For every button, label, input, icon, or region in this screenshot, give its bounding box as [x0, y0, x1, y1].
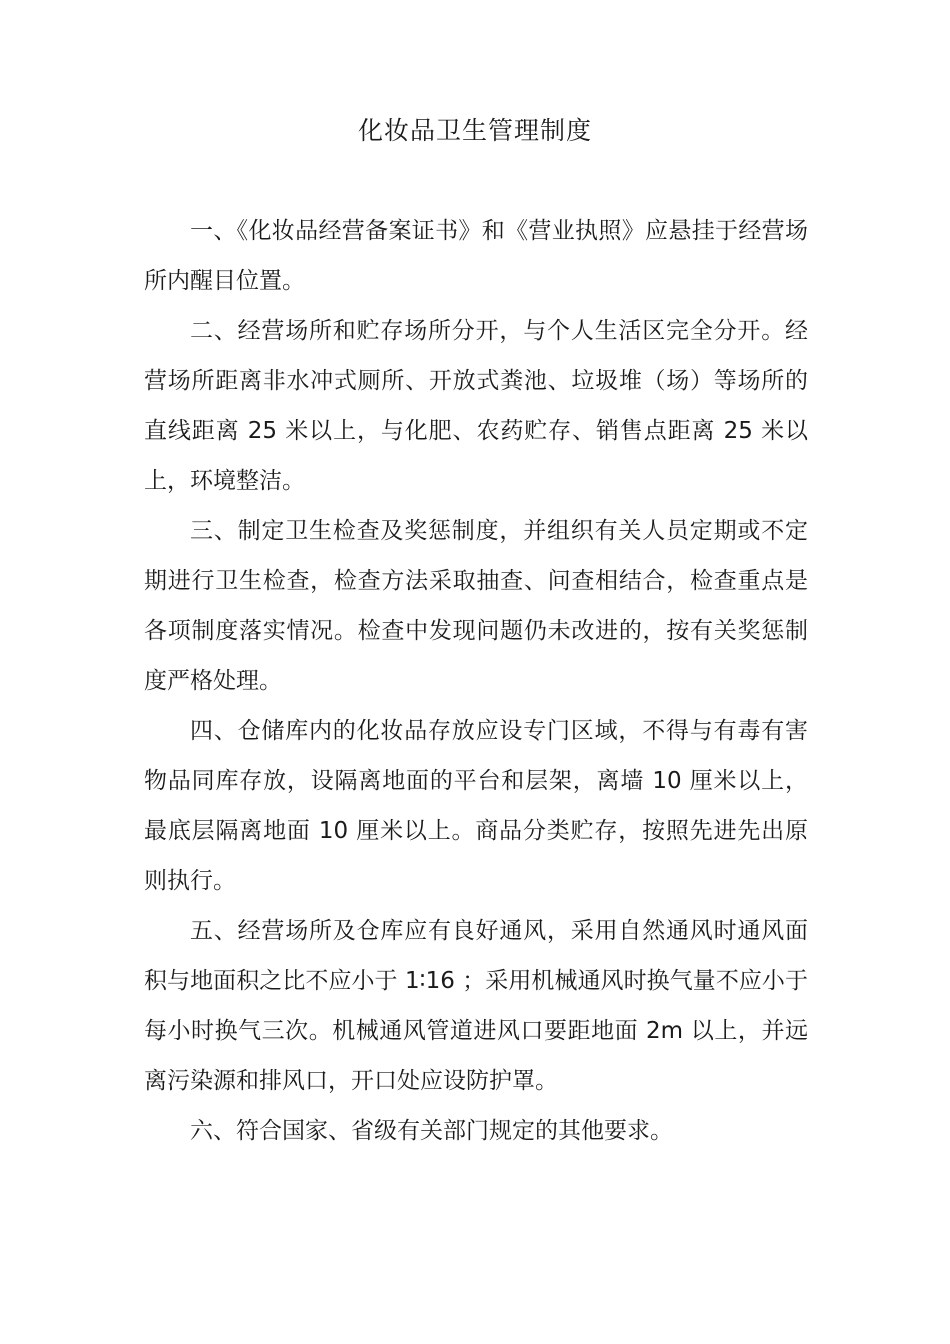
paragraph-4: 四、仓储库内的化妆品存放应设专门区域，不得与有毒有害物品同库存放，设隔离地面的平台和层架，离墙 10 厘米以上，最底层隔离地面 10 厘米以上。商品分类贮存，按照先进先出原则执行。: [144, 718, 808, 894]
document-title: 化妆品卫生管理制度: [357, 116, 592, 145]
paragraph-6: 六、符合国家、省级有关部门规定的其他要求。: [190, 1118, 673, 1144]
document-body: [144, 206, 808, 1156]
paragraph-2: 二、经营场所和贮存场所分开，与个人生活区完全分开。经营场所距离非水冲式厕所、开放式粪池、垃圾堆（场）等场所的直线距离 25 米以上，与化肥、农药贮存、销售点距离 25 米以上，环境整洁。: [144, 318, 808, 494]
paragraph-3: 三、制定卫生检查及奖惩制度，并组织有关人员定期或不定期进行卫生检查，检查方法采取抽查、问查相结合，检查重点是各项制度落实情况。检查中发现问题仍未改进的，按有关奖惩制度严格处理。: [144, 518, 808, 694]
paragraph-5: 五、经营场所及仓库应有良好通风，采用自然通风时通风面积与地面积之比不应小于 1∶16 ；采用机械通风时换气量不应小于每小时换气三次。机械通风管道进风口要距地面 2m 以上，并远离污染源和排风口，开口处应设防护罩。: [144, 918, 808, 1094]
paragraph-1: 一、《化妆品经营备案证书》和《营业执照》应悬挂于经营场所内醒目位置。: [144, 218, 808, 294]
